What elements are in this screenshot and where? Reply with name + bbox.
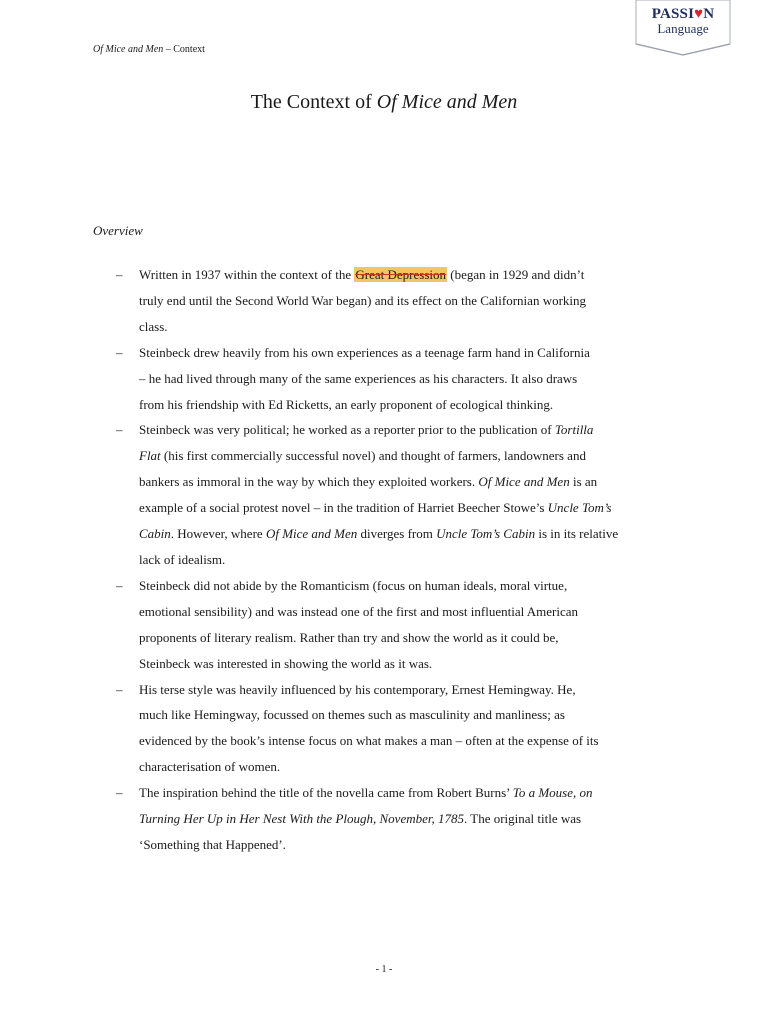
italic-title: Of Mice and Men [265, 526, 358, 542]
text-run: is an [569, 474, 598, 490]
dash-bullet-icon: – [116, 681, 123, 697]
document-title-prefix: The Context of [250, 91, 377, 113]
bullet-line: evidenced by the book’s intense focus on what makes a man – often at the expense of its [139, 733, 599, 749]
italic-title: To a Mouse, on [512, 785, 593, 801]
bullet-item [0, 780, 593, 858]
document-title [0, 89, 768, 115]
dash-bullet-icon: – [116, 577, 123, 593]
running-header [93, 43, 205, 57]
bullet-line: class. [139, 318, 168, 334]
bullet-line: characterisation of women. [139, 759, 281, 775]
bullet-line: Steinbeck was interested in showing the world as it was. [139, 655, 433, 671]
bullet-line [139, 443, 586, 469]
heart-icon: ♥ [694, 6, 704, 22]
italic-title: Of Mice and Men [478, 474, 570, 490]
text-run: diverges from [357, 526, 437, 542]
italic-title: Cabin [139, 526, 171, 542]
logo-n-text: N [703, 6, 715, 22]
bullet-line: Steinbeck drew heavily from his own experiences as a teenage farm hand in California [139, 344, 590, 360]
bullet-line: His terse style was heavily influenced by his contemporary, Ernest Hemingway. He, [139, 681, 576, 697]
bullet-line: from his friendship with Ed Ricketts, an early proponent of ecological thinking. [139, 396, 554, 412]
italic-title: Tortilla [554, 422, 594, 438]
bullet-line: lack of idealism. [139, 551, 226, 567]
dash-bullet-icon: – [116, 785, 123, 801]
text-run: (began in 1929 and didn’t [447, 267, 585, 282]
running-header-suffix: – Context [163, 44, 205, 55]
bullet-item [0, 340, 590, 418]
dash-bullet-icon: – [116, 422, 123, 438]
page-number: - 1 - [375, 964, 393, 975]
italic-title: Flat [139, 448, 161, 464]
bullet-line: – he had lived through many of the same experiences as his characters. It also draws [139, 370, 578, 386]
bullet-line [139, 469, 598, 495]
bullet-line: emotional sensibility) and was instead one of the first and most influential American [139, 603, 579, 619]
text-run: (his first commercially successful novel) and thought of farmers, landowners and [160, 448, 586, 464]
bullet-line: Steinbeck did not abide by the Romanticism (focus on human ideals, moral virtue, [139, 577, 568, 593]
bullet-line: ‘Something that Happened’. [139, 836, 286, 852]
text-run: Written in 1937 within the context of the [139, 267, 355, 282]
bullet-line [139, 806, 582, 832]
running-header-title: Of Mice and Men [93, 44, 164, 55]
bullet-line [139, 780, 593, 806]
bullet-line: proponents of literary realism. Rather than try and show the world as it could be, [139, 629, 559, 645]
dash-bullet-icon: – [116, 344, 123, 360]
bullet-item [0, 417, 619, 572]
italic-title: Turning Her Up in Her Nest With the Plough, November, 1785 [139, 811, 464, 827]
bullet-line: much like Hemingway, focussed on themes such as masculinity and manliness; as [139, 707, 565, 723]
overview-bullet-list [0, 262, 768, 858]
bullet-item [0, 573, 579, 677]
bullet-item [0, 262, 587, 340]
bullet-line [139, 417, 594, 443]
bullet-line [139, 521, 619, 547]
passion-language-logo [634, 0, 732, 56]
logo-passi-text: PASSI [651, 6, 695, 22]
text-run: example of a social protest novel – in the tradition of Harriet Beecher Stowe’s [139, 500, 548, 516]
document-title-italic: Of Mice and Men [376, 91, 518, 113]
dash-bullet-icon: – [116, 267, 123, 282]
italic-title: Uncle Tom’s [547, 500, 612, 516]
text-run: Steinbeck was very political; he worked as a reporter prior to the publication of [139, 422, 555, 438]
section-heading-overview: Overview [93, 223, 143, 238]
text-run: . The original title was [464, 811, 582, 827]
text-run: is in its relative [535, 526, 619, 542]
bullet-line [139, 495, 612, 521]
italic-title: Uncle Tom’s Cabin [436, 526, 536, 542]
logo-line-2: Language [657, 21, 709, 36]
text-run: The inspiration behind the title of the novella came from Robert Burns’ [139, 785, 513, 801]
text-run: . However, where [170, 526, 266, 542]
bullet-item [0, 677, 599, 781]
bullet-line [139, 262, 585, 288]
bullet-line: truly end until the Second World War began) and its effect on the Californian working [139, 292, 587, 308]
text-run: bankers as immoral in the way by which they exploited workers. [139, 474, 479, 490]
highlighted-term: Great Depression [355, 267, 446, 282]
